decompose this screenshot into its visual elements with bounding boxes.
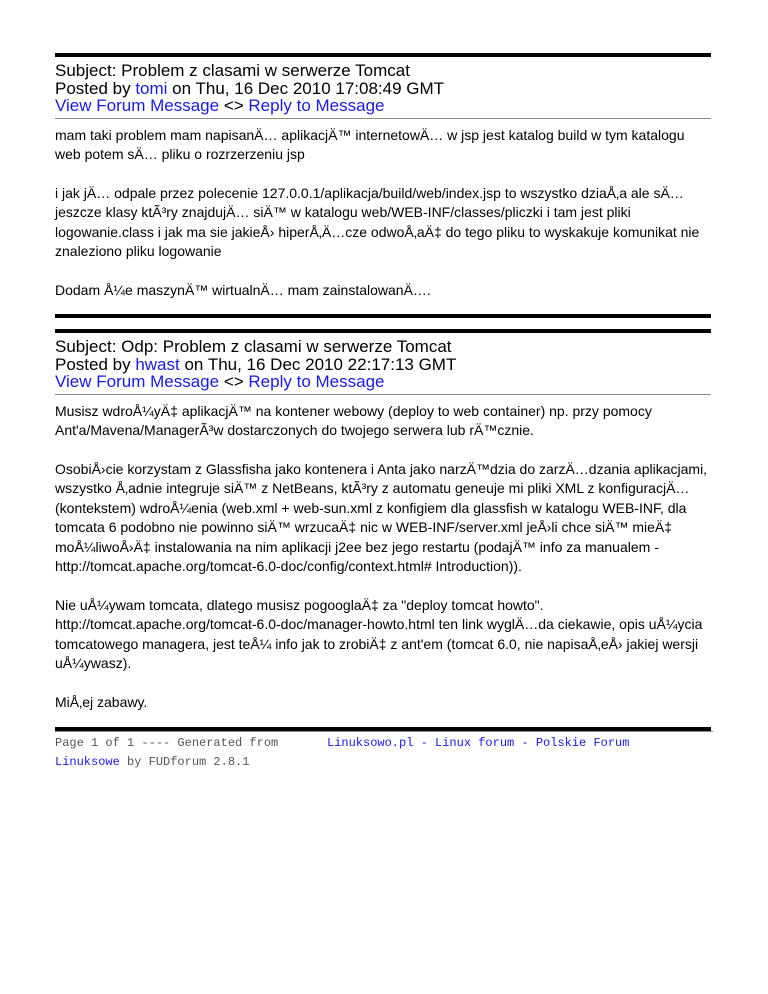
on-label: on (179, 354, 208, 374)
generator-text: by FUDforum 2.8.1 (119, 755, 250, 769)
post-paragraph: Nie uÅ¼ywam tomcata, dlatego musisz pogooglaÄ‡ za "deploy tomcat howto". http://tomcat.apache.org/tomcat-6.0-doc/manager-howto.html ten link wyglÄ…da ciekawie, opis uÅ¼ycia tomcatowego managera, jest teÅ¼ info jak to zrobiÄ‡ z ant'em (tomcat 6.0, nie napisaÅ‚eÅ› jakiej wersji uÅ¼ywasz). (55, 596, 703, 671)
post-1 (55, 53, 711, 318)
subject-line (55, 338, 711, 356)
post-header (55, 57, 711, 118)
view-forum-message-link[interactable]: View Forum Message (55, 96, 220, 115)
post-paragraph: Dodam Å¼e maszynÄ™ wirtualnÄ… mam zainstalowanÄ…. (55, 281, 431, 298)
author-link[interactable]: tomi (135, 78, 168, 98)
link-separator: <> (219, 372, 249, 391)
posted-by-label: Posted by (55, 78, 136, 98)
subject-label: Subject: (55, 61, 122, 80)
post-paragraph: mam taki problem mam napisanÄ… aplikacjÄ™ internetowÄ… w jsp jest katalog build w tym katalogu web potem sÄ… pliku o rozrzerzeniu jsp (55, 126, 685, 162)
footer-rule (55, 731, 713, 732)
actions-line (55, 373, 711, 391)
site-link[interactable]: Linuksowe (55, 755, 120, 769)
reply-to-message-link[interactable]: Reply to Message (248, 96, 385, 115)
link-separator: <> (219, 96, 249, 115)
post-2 (55, 329, 711, 731)
post-body (55, 395, 711, 713)
reply-to-message-link[interactable]: Reply to Message (248, 372, 385, 391)
footer-forum-link-wrap (327, 734, 629, 753)
subject-text: Problem z clasami w serwerze Tomcat (121, 61, 410, 80)
footer-generated-info (55, 734, 305, 772)
posted-by-line (55, 80, 711, 98)
forum-home-link[interactable]: Linuksowo.pl - Linux forum - Polskie Forum (327, 736, 630, 750)
post-paragraph: OsobiÅ›cie korzystam z Glassfisha jako kontenera i Anta jako narzÄ™dzia do zarzÄ…dzania aplikacjami, wszystko Å‚adnie integruje siÄ™ z NetBeans, ktÃ³ry z automatu geneuje mi pliki XML z konfiguracjÄ… (kontekstem) wdroÅ¼enia (web.xml + web-sun.xml z konfigiem dla glassfish w katalogu WEB-INF, dla tomcata 6 podobno nie powinno siÄ™ wrzucaÄ‡ nic w WEB-INF/server.xml jeÅ›li chce siÄ™ mieÄ‡ moÅ¼liwoÅ›Ä‡ instalowania na nim aplikacji j2ee bez jego restartu (podajÄ™ info za manualem - http://tomcat.apache.org/tomcat-6.0-doc/config/context.html# Introduction)). (55, 460, 708, 574)
post-paragraph: MiÅ‚ej zabawy. (55, 693, 148, 710)
post-paragraph: i jak jÄ… odpale przez polecenie 127.0.0.1/aplikacja/build/web/index.jsp to wszystko dziaÅ‚a ale sÄ… jeszcze klasy ktÃ³ry znajdujÄ… siÄ™ w katalogu web/WEB-INF/classes/pliczki i tam jest pliki logowanie.class i jak ma sie jakieÅ› hiperÅ‚Ä…cze odwoÅ‚aÄ‡ do tego pliku to wyskakuje komunikat nie znaleziono pliku logowanie (55, 184, 700, 259)
post-date: Thu, 16 Dec 2010 17:08:49 GMT (195, 78, 445, 98)
post-bottom-rule (55, 314, 711, 318)
actions-line (55, 97, 711, 115)
page-footer (55, 731, 713, 769)
subject-line (55, 62, 711, 80)
on-label: on (167, 78, 196, 98)
post-paragraph: Musisz wdroÅ¼yÄ‡ aplikacjÄ™ na kontener webowy (deploy to web container) np. przy pomocy Ant'a/Mavena/ManagerÃ³w dostarczonych do twojego serwera lub rÄ™cznie. (55, 402, 652, 438)
posted-by-line (55, 356, 711, 374)
view-forum-message-link[interactable]: View Forum Message (55, 372, 220, 391)
subject-text: Odp: Problem z clasami w serwerze Tomcat (121, 337, 452, 356)
post-date: Thu, 16 Dec 2010 22:17:13 GMT (207, 354, 457, 374)
post-body (55, 119, 711, 301)
post-header (55, 333, 711, 394)
author-link[interactable]: hwast (135, 354, 180, 374)
subject-label: Subject: (55, 337, 122, 356)
posted-by-label: Posted by (55, 354, 136, 374)
page-info: Page 1 of 1 ---- Generated from (55, 736, 279, 750)
